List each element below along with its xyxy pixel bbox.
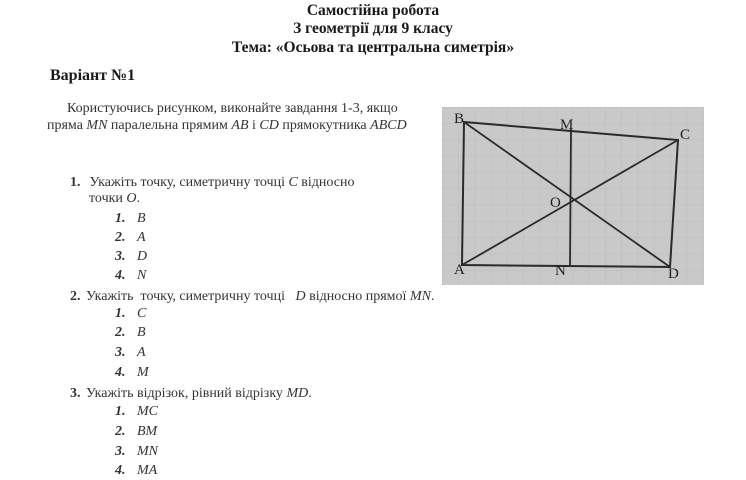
label-o: O (550, 195, 561, 211)
option-value: MC (137, 404, 158, 419)
intro-text: і (248, 118, 260, 133)
line-mn (570, 129, 571, 266)
option-value: BM (137, 424, 158, 439)
option-number: 2. (115, 325, 126, 340)
label-m: M (560, 117, 574, 133)
answer-option[interactable] (115, 267, 146, 284)
question-point: C (288, 175, 298, 190)
option-value: MN (137, 444, 158, 459)
intro-line-ab: AB (231, 118, 249, 133)
question-ref: MN (409, 289, 431, 304)
answer-option[interactable] (115, 364, 149, 381)
intro-line-cd: CD (259, 118, 279, 133)
answer-option[interactable] (115, 443, 158, 460)
question-text: відносно (297, 175, 355, 190)
question-ref: MD (286, 386, 309, 401)
question-text: точки (89, 191, 127, 206)
answer-option[interactable] (115, 324, 146, 341)
question-1 (70, 174, 354, 191)
intro-line-mn: MN (86, 118, 108, 133)
question-text: Укажіть точку, симетричну точці (89, 175, 289, 190)
label-a: A (454, 262, 465, 278)
answer-option[interactable] (115, 462, 157, 479)
option-number: 1. (115, 306, 126, 321)
question-3 (70, 385, 312, 402)
answer-option[interactable] (115, 229, 146, 246)
answer-option[interactable] (115, 305, 146, 322)
option-number: 3. (115, 249, 126, 264)
option-number: 4. (115, 463, 126, 478)
option-value: D (137, 249, 148, 264)
rectangle-figure (442, 107, 704, 285)
option-value: C (137, 306, 147, 321)
question-number: 1. (70, 175, 81, 190)
label-b: B (454, 111, 465, 127)
worksheet-subtitle: З геометрії для 9 класу (293, 20, 453, 37)
option-value: M (137, 365, 149, 380)
question-text: Укажіть відрізок, рівний відрізку (86, 386, 287, 401)
answer-option[interactable] (115, 344, 146, 361)
question-text: Укажіть точку, симетричну точці (86, 289, 296, 304)
worksheet-topic: Тема: «Осьова та центральна симетрія» (231, 39, 515, 56)
label-d: D (668, 266, 679, 282)
option-number: 2. (115, 230, 126, 245)
question-2 (70, 288, 434, 305)
question-text: . (136, 191, 141, 206)
intro-text: Користуючись рисунком, виконайте завдання 1-3, якщо пряма (47, 101, 398, 133)
question-point: D (295, 289, 306, 304)
question-number: 2. (70, 289, 81, 304)
option-value: A (137, 345, 146, 360)
intro-text: паралельна прямим (107, 118, 232, 133)
question-number: 3. (70, 386, 81, 401)
variant-heading: Варіант №1 (50, 67, 136, 84)
question-1-continued (89, 191, 140, 207)
answer-option[interactable] (115, 403, 158, 420)
question-text: . (308, 386, 312, 401)
task-intro (47, 100, 427, 134)
option-number: 1. (115, 211, 126, 226)
option-number: 3. (115, 345, 126, 360)
intro-rectangle: ABCD (370, 118, 407, 133)
worksheet-title: Самостійна робота (306, 2, 440, 19)
option-number: 1. (115, 404, 126, 419)
answer-option[interactable] (115, 210, 146, 227)
option-value: B (137, 211, 146, 226)
question-text: відносно прямої (305, 289, 410, 304)
option-value: B (137, 325, 146, 340)
answer-option[interactable] (115, 423, 157, 440)
option-number: 4. (115, 268, 126, 283)
question-text: . (430, 289, 435, 304)
option-number: 4. (115, 365, 126, 380)
intro-text: прямокутника (278, 118, 371, 133)
option-value: A (137, 230, 146, 245)
answer-option[interactable] (115, 248, 147, 265)
option-value: N (137, 268, 147, 283)
label-n: N (555, 263, 566, 279)
option-number: 3. (115, 444, 126, 459)
question-ref: O (126, 191, 137, 206)
label-c: C (680, 127, 691, 143)
option-value: MA (137, 463, 158, 478)
option-number: 2. (115, 424, 126, 439)
